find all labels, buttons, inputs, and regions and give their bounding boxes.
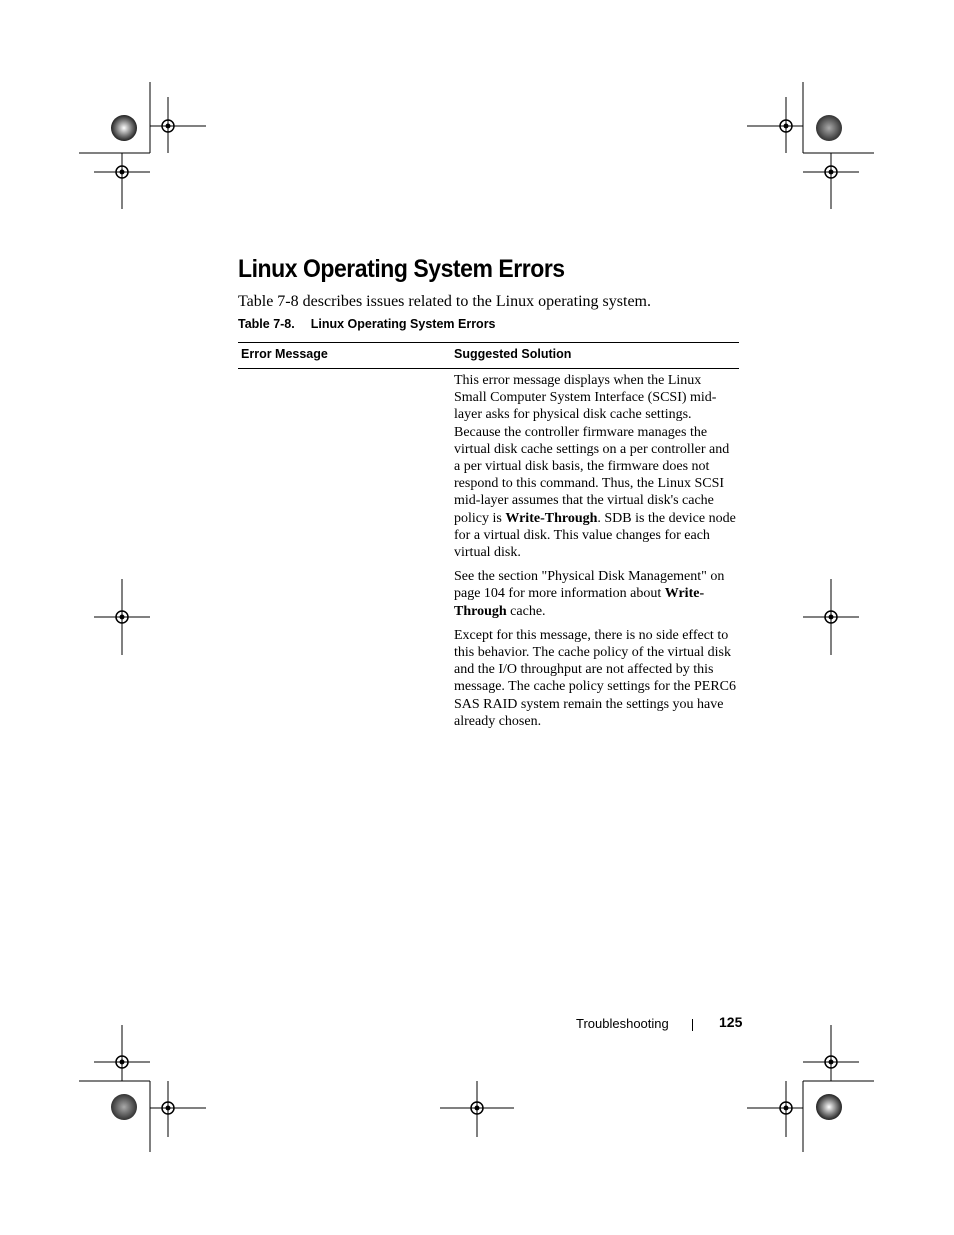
table-row [454, 372, 736, 737]
page-number: 125 [719, 1014, 743, 1030]
table-header-rule [238, 368, 739, 369]
solution-paragraph-1: This error message displays when the Linux Small Computer System Interface (SCSI) mid-layer asks for physical disk cache settings. Because the controller firmware manages the virtual disk cache settings on a per controller and a per virtual disk basis, the firmware does not respond to this command. Thus, the Linux SCSI mid-layer assumes that the virtual disk's cache policy is Write-Through. SDB is the device node for a virtual disk. This value changes for each virtual disk. [454, 373, 736, 561]
solution-paragraph-3: Except for this message, there is no side effect to this behavior. The cache policy of the virtual disk and the I/O throughput are not affected by this message. The cache policy settings for the PERC6 SAS RAID system remain the settings you have already chosen. [454, 627, 737, 729]
table-top-rule [238, 342, 739, 343]
table-caption-number: Table 7-8. [238, 317, 295, 331]
column-header-error-message: Error Message [241, 347, 328, 361]
column-header-suggested-solution: Suggested Solution [454, 347, 572, 361]
page-title: Linux Operating System Errors [238, 255, 565, 283]
table-caption [238, 317, 496, 331]
write-through-term: Write-Through [454, 586, 705, 619]
footer-section-label: Troubleshooting [576, 1016, 669, 1031]
intro-paragraph: Table 7-8 describes issues related to the Linux operating system. [238, 293, 651, 310]
solution-paragraph-2: See the section "Physical Disk Management" on page 104 for more information about Write-Through cache. [454, 569, 725, 619]
table-caption-title: Linux Operating System Errors [310, 317, 496, 331]
write-through-term: Write-Through [505, 510, 598, 526]
footer-separator [692, 1019, 693, 1031]
